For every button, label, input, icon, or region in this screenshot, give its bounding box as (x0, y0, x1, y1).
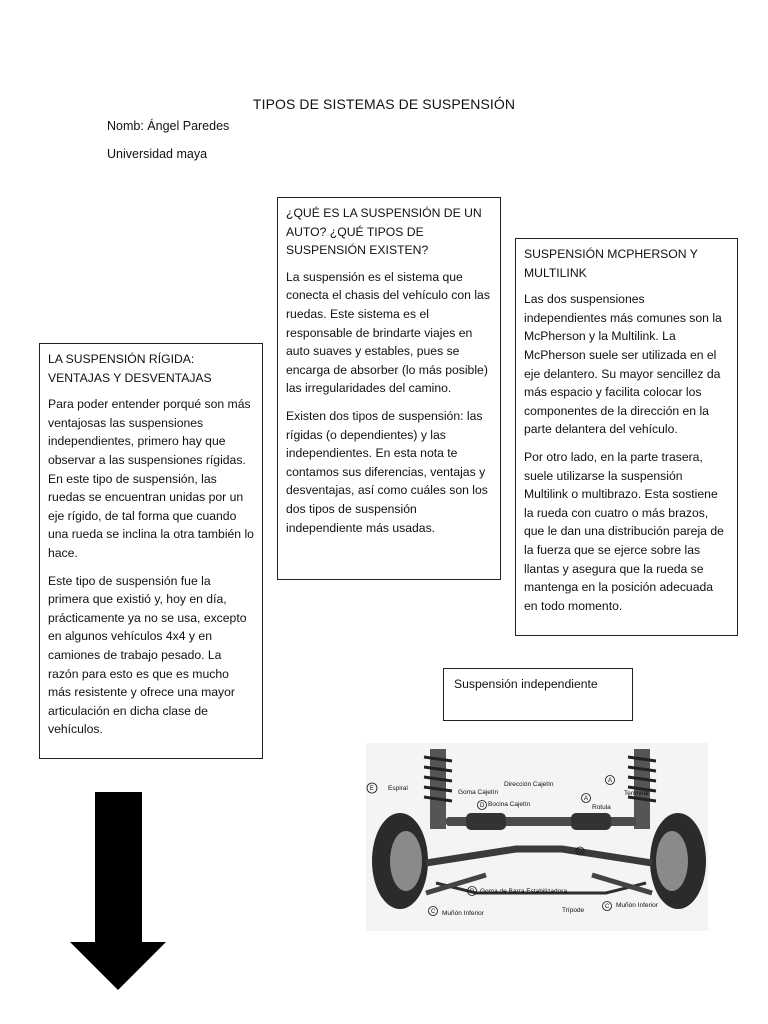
textbox-paragraph: Para poder entender porqué son más ventajosas las suspensiones independientes, primero hay que observar a las suspensiones rígidas. En este tipo de suspensión, las ruedas se encuentran unidas por un eje rígido, de tal forma que cuando una rueda se inclina la otra también lo hace. (48, 397, 254, 560)
suspension-diagram-svg (366, 743, 708, 931)
suspension-diagram-image (366, 743, 708, 931)
textbox-heading: SUSPENSIÓN MCPHERSON Y MULTILINK (524, 247, 698, 280)
institution-line: Universidad maya (107, 147, 208, 161)
textbox-paragraph: La suspensión es el sistema que conecta el chasis del vehículo con las ruedas. Este sistema es el responsable de brindarte viajes en auto suaves y estables, pues se encarga de absorber (lo más posible) las irregularidades del camino. (286, 269, 490, 396)
marker-d3: D (470, 889, 475, 895)
textbox-paragraph: Existen dos tipos de suspensión: las rígidas (o dependientes) y las independientes. En esta nota te contamos sus diferencias, ventajas y desventajas, así como cuáles son los dos tipos de suspensión independiente más usadas. (286, 408, 488, 535)
label-munon-inferior-left: Muñón Inferior (442, 910, 484, 917)
textbox-suspension-independiente (443, 668, 633, 721)
rack-boot-right-shape (571, 813, 611, 830)
right-hub-shape (656, 831, 688, 891)
label-munon-inferior-right: Muñón Inferior (616, 902, 658, 909)
textbox-label: Suspensión independiente (454, 677, 598, 691)
textbox-paragraph: Las dos suspensiones independientes más comunes son la McPherson y la Multilink. La McPherson suele ser utilizada en el eje delantero. Su mayor sencillez da más espacio y facilita colocar los componentes de la dirección en la parte delantera del vehículo. (524, 292, 722, 437)
textbox-que-es-suspension (277, 197, 501, 580)
textbox-paragraph: Por otro lado, en la parte trasera, suele utilizarse la suspensión Multilink o multibrazo. Esta sostiene la rueda con cuatro o más brazos, que le dan una distribución pareja de la fuerza que se ejerce sobre las llantas y asegura que la rueda se mantenga en la posición adecuada en todo momento. (524, 449, 724, 613)
label-tripode: Trípode (562, 907, 585, 914)
label-terminal: Terminal (624, 790, 649, 797)
author-line: Nomb: Ángel Paredes (107, 119, 230, 133)
marker-c1: C (431, 909, 436, 915)
marker-e: E (369, 786, 374, 792)
marker-a1: A (584, 796, 589, 802)
textbox-heading: ¿QUÉ ES LA SUSPENSIÓN DE UN AUTO? ¿QUÉ TIPOS DE SUSPENSIÓN EXISTEN? (286, 206, 482, 258)
textbox-heading: LA SUSPENSIÓN RÍGIDA: VENTAJAS Y DESVENTAJAS (48, 352, 212, 385)
label-direccion-cajetin: Dirección Cajetín (504, 781, 554, 788)
marker-c2: C (605, 904, 610, 910)
left-hub-shape (390, 831, 422, 891)
label-espiral: Espiral (388, 785, 408, 792)
label-goma-barra: Goma de Barra Estabilizadora (480, 888, 568, 895)
textbox-paragraph: Este tipo de suspensión fue la primera que existió y, hoy en día, prácticamente ya no se usa, excepto en algunos vehículos 4x4 y en camiones de trabajo pesado. La razón para esto es que es mucho más resistente y ofrece una mayor articulación en dicha clase de vehículos. (48, 573, 247, 737)
textbox-mcpherson-multilink (515, 238, 738, 636)
label-rotula: Rotula (592, 804, 611, 811)
marker-d1: D (480, 803, 485, 809)
drive-shaft-shape (426, 849, 652, 863)
page-title: TIPOS DE SISTEMAS DE SUSPENSIÓN (252, 96, 516, 112)
marker-a2: A (608, 778, 613, 784)
label-goma-cajetin: Goma Cajetín (458, 789, 499, 796)
down-arrow-icon (70, 792, 166, 990)
rack-boot-left-shape (466, 813, 506, 830)
textbox-suspension-rigida (39, 343, 263, 759)
marker-d2: D (578, 849, 583, 855)
label-bocina-cajetin: Bocina Cajetín (488, 801, 531, 808)
